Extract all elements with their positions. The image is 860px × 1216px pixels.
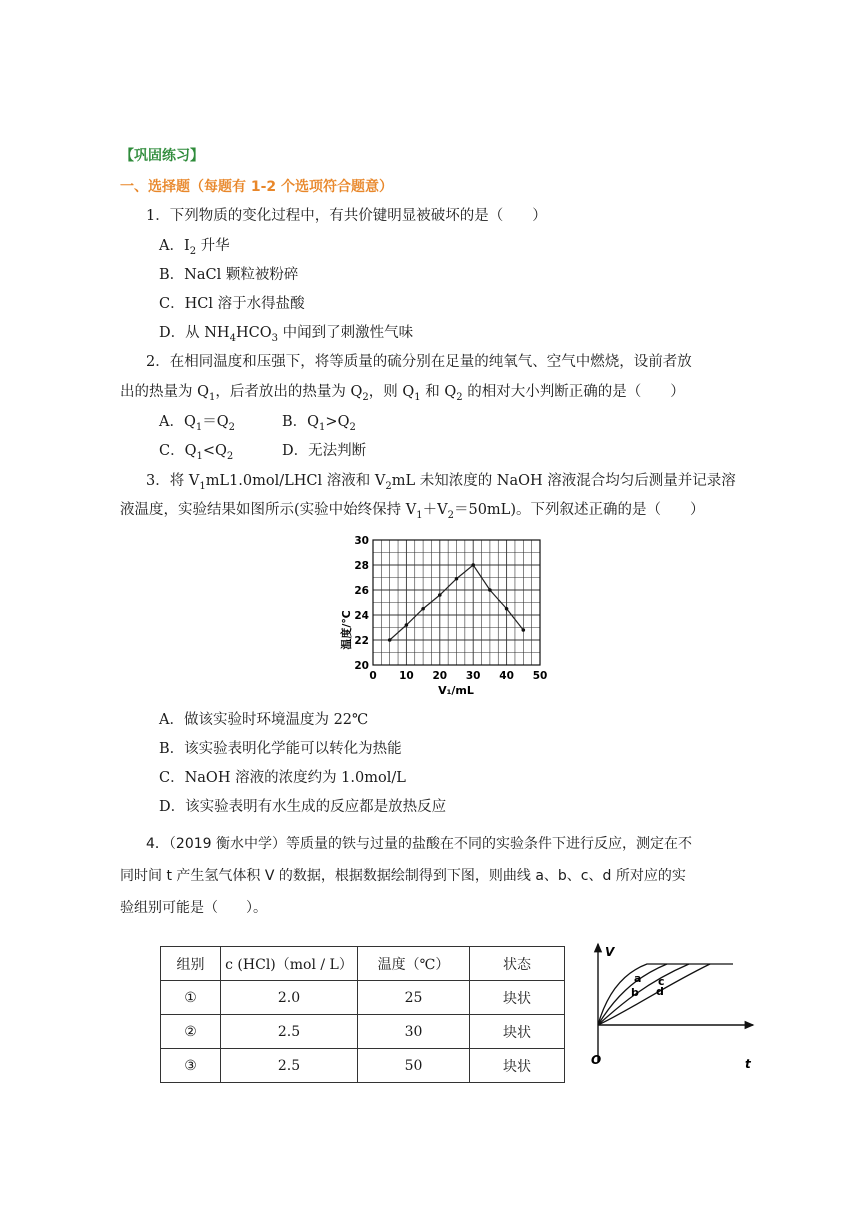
curve-d bbox=[598, 964, 710, 1025]
curve-d-label: d bbox=[656, 985, 664, 998]
table-row bbox=[161, 981, 565, 1015]
table-cell: 块状 bbox=[470, 981, 565, 1015]
y-tick-label: 26 bbox=[354, 585, 369, 597]
volume-time-figure bbox=[585, 938, 760, 1074]
table-header-row bbox=[161, 947, 565, 981]
x-tick-label: 40 bbox=[499, 670, 514, 682]
q2-option-c: C．$Q_1<Q_2$ bbox=[159, 443, 234, 462]
data-point bbox=[405, 623, 409, 627]
q2-option-a: A．$Q_1=Q_2$ bbox=[159, 414, 235, 433]
y-tick-label: 24 bbox=[354, 610, 369, 622]
data-point bbox=[471, 563, 475, 567]
q1-option-a: A．$I_2$ 升华 bbox=[159, 238, 230, 257]
y-tick-label: 20 bbox=[354, 660, 369, 672]
q1-stem: 1．下列物质的变化过程中，有共价键明显被破坏的是（ ） bbox=[146, 208, 547, 224]
table-cell: 2.5 bbox=[221, 1015, 358, 1049]
chart-x-label: V₁/mL bbox=[438, 684, 474, 697]
q1-option-d: D．从 $NH_4HCO_3$ 中闻到了刺激性气味 bbox=[159, 325, 414, 344]
table-row bbox=[161, 1015, 565, 1049]
curve-a-label: a bbox=[634, 972, 642, 985]
q3-line1: 3．将 $V_1mL1.0mol$/LHCl 溶液和 $V_2mL$ 未知浓度的 NaOH 溶液混合均匀后测量并记录溶 bbox=[146, 473, 736, 492]
curve-a bbox=[598, 964, 733, 1025]
data-point bbox=[522, 628, 526, 632]
table-header: 状态 bbox=[470, 947, 565, 981]
table-cell: 50 bbox=[358, 1049, 470, 1083]
data-point bbox=[438, 593, 442, 597]
q1-option-b: B．NaCl 颗粒被粉碎 bbox=[159, 267, 299, 283]
q4-line1: 4．（2019 衡水中学）等质量的铁与过量的盐酸在不同的实验条件下进行反应，测定在不 bbox=[146, 836, 692, 852]
table-cell: 2.0 bbox=[221, 981, 358, 1015]
x-tick-label: 30 bbox=[465, 670, 481, 682]
curve-c-label: c bbox=[658, 975, 665, 988]
q3-option-d: D．该实验表明有水生成的反应都是放热反应 bbox=[159, 799, 447, 815]
chart-tick-labels bbox=[354, 535, 547, 682]
x-tick-label: 10 bbox=[399, 670, 414, 682]
data-point bbox=[455, 577, 459, 581]
q2-line1: 2．在相同温度和压强下，将等质量的硫分别在足量的纯氧气、空气中燃烧，设前者放 bbox=[146, 354, 692, 370]
origin-label: O bbox=[591, 1053, 602, 1067]
q1-option-c: C．HCl 溶于水得盐酸 bbox=[159, 296, 305, 312]
v-axis-label: V bbox=[605, 945, 615, 959]
table-cell: ① bbox=[161, 981, 221, 1015]
data-point bbox=[421, 607, 425, 611]
table-cell: 25 bbox=[358, 981, 470, 1015]
table-header: 组别 bbox=[161, 947, 221, 981]
table-cell: 块状 bbox=[470, 1049, 565, 1083]
q3-option-c: C．NaOH 溶液的浓度约为 1.0mol/L bbox=[159, 770, 406, 786]
q4-line2: 同时间 t 产生氢气体积 V 的数据，根据数据绘制得到下图，则曲线 a、b、c、d 所对应的实 bbox=[120, 868, 686, 884]
q2-line2: 出的热量为 $Q_1$，后者放出的热量为 $Q_2$，则 $Q_1$ 和 $Q_2$ 的相对大小判断正确的是（ ） bbox=[120, 384, 685, 403]
curve-b-label: b bbox=[631, 986, 639, 999]
table-header: 温度（℃） bbox=[358, 947, 470, 981]
y-tick-label: 28 bbox=[354, 560, 369, 572]
y-tick-label: 22 bbox=[354, 635, 369, 647]
q3-option-b: B．该实验表明化学能可以转化为热能 bbox=[159, 741, 402, 757]
y-tick-label: 30 bbox=[354, 535, 369, 547]
table-cell: 2.5 bbox=[221, 1049, 358, 1083]
section-title: 一、选择题（每题有 1-2 个选项符合题意） bbox=[120, 179, 394, 195]
q2-option-d: D．无法判断 bbox=[282, 443, 367, 459]
experiment-table bbox=[160, 946, 565, 1083]
data-point bbox=[505, 607, 509, 611]
table-header: c (HCl)（mol / L） bbox=[221, 947, 358, 981]
chart-y-label: 温度/℃ bbox=[340, 610, 353, 650]
x-tick-label: 50 bbox=[532, 670, 548, 682]
table-cell: ② bbox=[161, 1015, 221, 1049]
x-tick-label: 0 bbox=[369, 670, 377, 682]
data-point bbox=[488, 588, 492, 592]
t-axis-label: t bbox=[745, 1057, 751, 1071]
q3-line2: 液温度，实验结果如图所示(实验中始终保持 $V_1+V_2=50mL$)。下列叙述正确的是（ ） bbox=[120, 502, 705, 521]
table-row bbox=[161, 1049, 565, 1083]
exercise-heading: 【巩固练习】 bbox=[120, 148, 204, 164]
table-cell: 块状 bbox=[470, 1015, 565, 1049]
temperature-chart bbox=[330, 530, 560, 698]
q3-option-a: A．做该实验时环境温度为 22℃ bbox=[159, 712, 369, 728]
q2-option-b: B．$Q_1>Q_2$ bbox=[282, 414, 356, 433]
data-point bbox=[388, 638, 392, 642]
q4-line3: 验组别可能是（ ）。 bbox=[120, 900, 267, 916]
table-cell: ③ bbox=[161, 1049, 221, 1083]
x-tick-label: 20 bbox=[432, 670, 448, 682]
table-cell: 30 bbox=[358, 1015, 470, 1049]
chart-grid bbox=[373, 540, 540, 665]
